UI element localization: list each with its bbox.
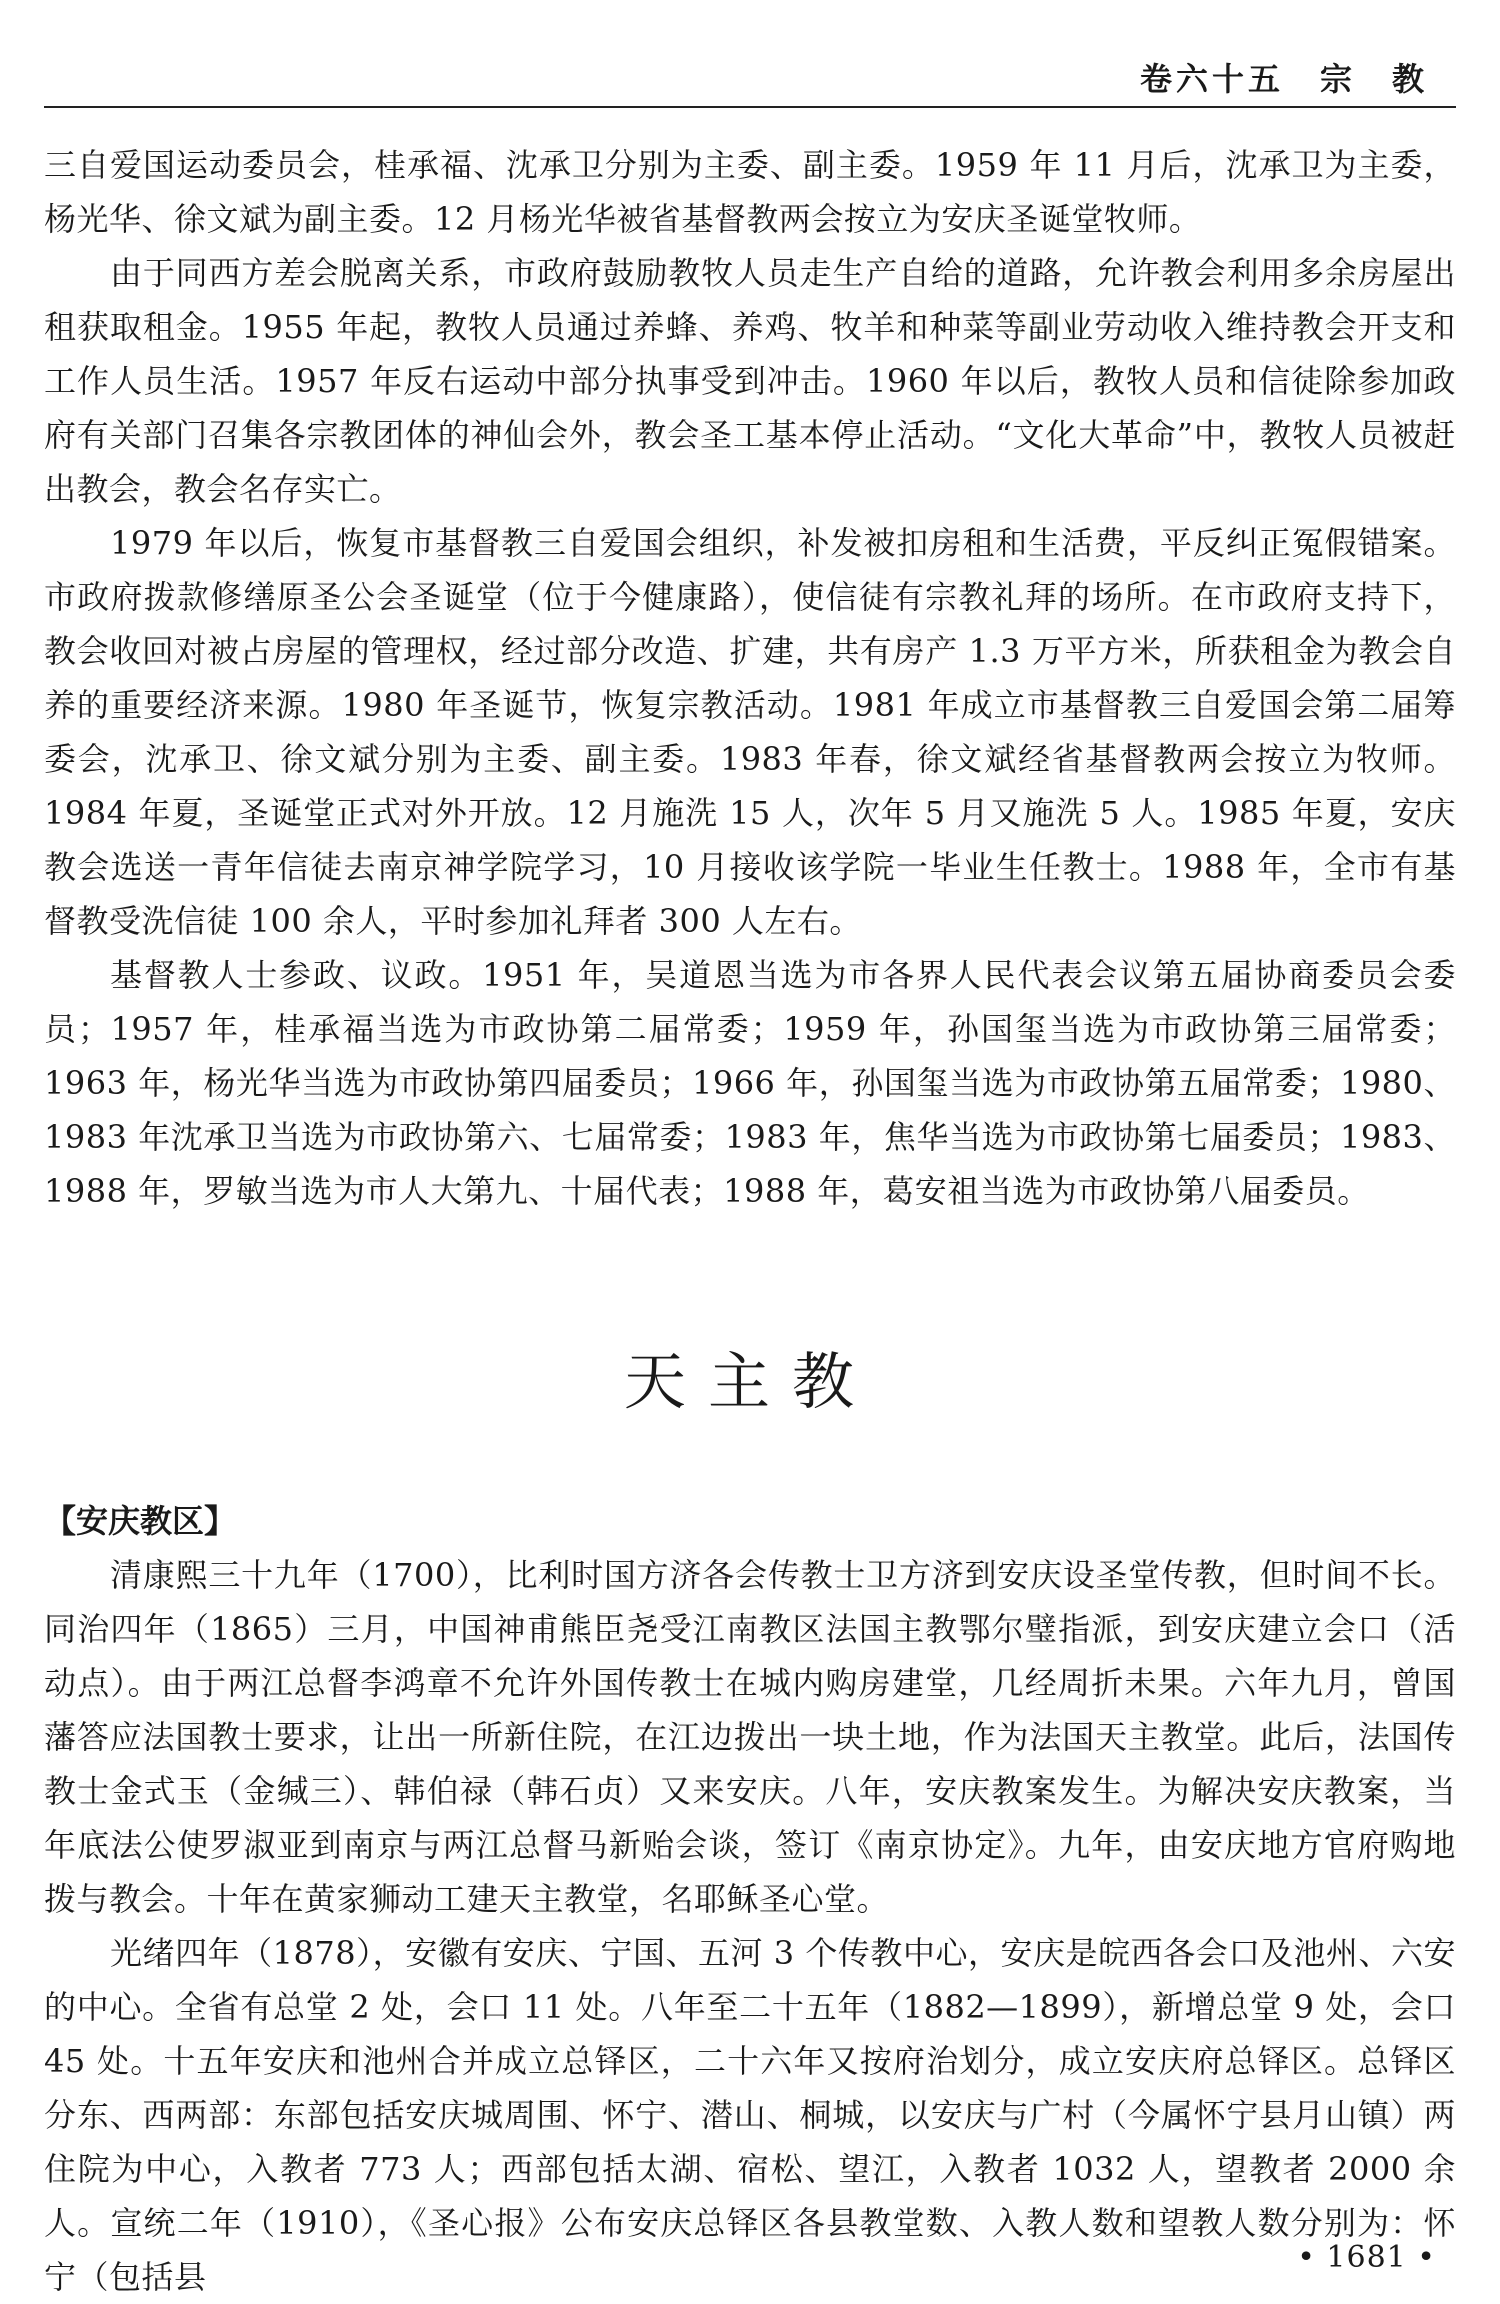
body-text — [44, 138, 1456, 2304]
paragraph: 清康熙三十九年（1700），比利时国方济各会传教士卫方济到安庆设圣堂传教，但时间不长。同治四年（1865）三月，中国神甫熊臣尧受江南教区法国主教鄂尔璧指派，到安庆建立会口（活动点）。由于两江总督李鸿章不允许外国传教士在城内购房建堂，几经周折未果。六年九月，曾国藩答应法国教士要求，让出一所新住院，在江边拨出一块土地，作为法国天主教堂。此后，法国传教士金式玉（金缄三）、韩伯禄（韩石贞）又来安庆。八年，安庆教案发生。为解决安庆教案，当年底法公使罗淑亚到南京与两江总督马新贻会谈，签订《南京协定》。九年，由安庆地方官府购地拨与教会。十年在黄家狮动工建天主教堂，名耶稣圣心堂。 — [44, 1556, 1456, 1918]
subsection-heading: 【安庆教区】 — [44, 1502, 237, 1540]
paragraph: 由于同西方差会脱离关系，市政府鼓励教牧人员走生产自给的道路，允许教会利用多余房屋出租获取租金。1955 年起，教牧人员通过养蜂、养鸡、牧羊和种菜等副业劳动收入维持教会开支和工作人员生活。1957 年反右运动中部分执事受到冲击。1960 年以后，教牧人员和信徒除参加政府有关部门召集各宗教团体的神仙会外，教会圣工基本停止活动。“文化大革命”中，教牧人员被赶出教会，教会名存实亡。 — [44, 254, 1456, 508]
page-number: • 1681 • — [1297, 2240, 1436, 2275]
paragraph: 光绪四年（1878），安徽有安庆、宁国、五河 3 个传教中心，安庆是皖西各会口及池州、六安的中心。全省有总堂 2 处，会口 11 处。八年至二十五年（1882—1899），新增总堂 9 处，会口 45 处。十五年安庆和池州合并成立总铎区，二十六年又按府治划分，成立安庆府总铎区。总铎区分东、西两部：东部包括安庆城周围、怀宁、潜山、桐城，以安庆与广村（今属怀宁县月山镇）两住院为中心，入教者 773 人；西部包括太湖、宿松、望江，入教者 1032 人，望教者 2000 余人。宣统二年（1910），《圣心报》公布安庆总铎区各县教堂数、入教人数和望教人数分别为：怀宁（包括县 — [44, 1934, 1456, 2296]
section-title: 天主教 — [623, 1345, 876, 1418]
running-head: 卷六十五 宗 教 — [1139, 60, 1428, 98]
page-header — [44, 44, 1456, 108]
paragraph: 基督教人士参政、议政。1951 年，吴道恩当选为市各界人民代表会议第五届协商委员会委员；1957 年，桂承福当选为市政协第二届常委；1959 年，孙国玺当选为市政协第三届常委；1963 年，杨光华当选为市政协第四届委员；1966 年，孙国玺当选为市政协第五届常委；1980、1983 年沈承卫当选为市政协第六、七届常委；1983 年，焦华当选为市政协第七届委员；1983、1988 年，罗敏当选为市人大第九、十届代表；1988 年，葛安祖当选为市政协第八届委员。 — [44, 956, 1456, 1210]
paragraph: 1979 年以后，恢复市基督教三自爱国会组织，补发被扣房租和生活费，平反纠正冤假错案。市政府拨款修缮原圣公会圣诞堂（位于今健康路），使信徒有宗教礼拜的场所。在市政府支持下，教会收回对被占房屋的管理权，经过部分改造、扩建，共有房产 1.3 万平方米，所获租金为教会自养的重要经济来源。1980 年圣诞节，恢复宗教活动。1981 年成立市基督教三自爱国会第二届筹委会，沈承卫、徐文斌分别为主委、副主委。1983 年春，徐文斌经省基督教两会按立为牧师。1984 年夏，圣诞堂正式对外开放。12 月施洗 15 人，次年 5 月又施洗 5 人。1985 年夏，安庆教会选送一青年信徒去南京神学院学习，10 月接收该学院一毕业生任教士。1988 年，全市有基督教受洗信徒 100 余人，平时参加礼拜者 300 人左右。 — [44, 524, 1456, 940]
paragraph-continued: 三自爱国运动委员会，桂承福、沈承卫分别为主委、副主委。1959 年 11 月后，沈承卫为主委，杨光华、徐文斌为副主委。12 月杨光华被省基督教两会按立为安庆圣诞堂牧师。 — [44, 146, 1456, 238]
